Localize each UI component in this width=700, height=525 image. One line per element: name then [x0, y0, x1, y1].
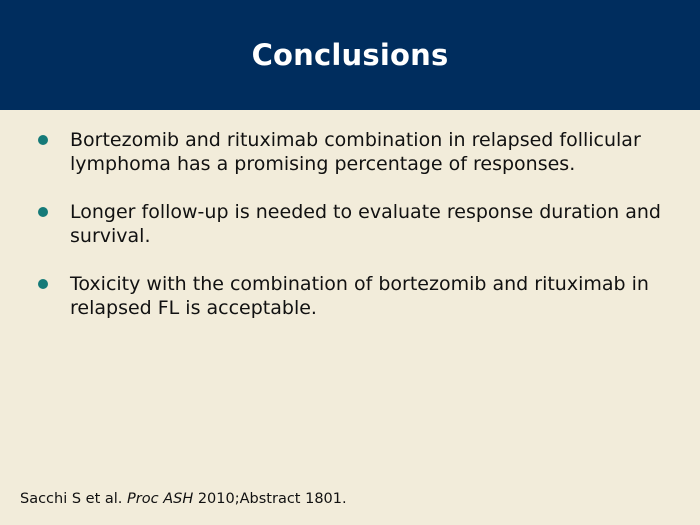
conclusions-list — [0, 128, 700, 344]
bullet-text: Longer follow-up is needed to evaluate response duration and survival. — [70, 201, 661, 247]
citation — [20, 490, 347, 508]
bullet-dot-icon — [38, 207, 48, 217]
slide-title: Conclusions — [251, 38, 449, 72]
bullet-dot-icon — [38, 135, 48, 145]
bullet-text: Bortezomib and rituximab combination in relapsed follicular lymphoma has a promising percentage of responses. — [70, 129, 641, 175]
list-item — [0, 128, 700, 176]
citation-details: 2010;Abstract 1801. — [193, 491, 347, 507]
list-item — [0, 200, 700, 248]
bullet-dot-icon — [38, 279, 48, 289]
list-item — [0, 272, 700, 320]
bullet-text: Toxicity with the combination of bortezomib and rituximab in relapsed FL is acceptable. — [70, 273, 649, 319]
citation-journal: Proc ASH — [127, 491, 194, 507]
citation-authors: Sacchi S et al. — [20, 491, 128, 507]
